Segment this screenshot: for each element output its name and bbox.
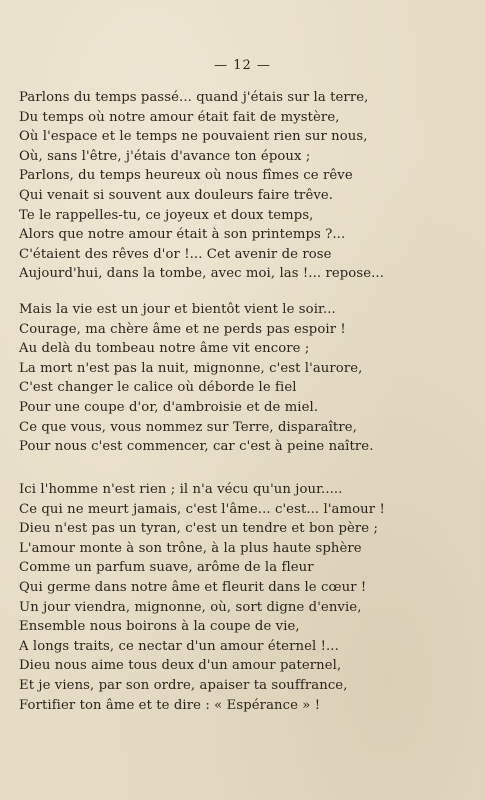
- verse-line: Te le rappelles-tu, ce joyeux et doux temps,: [19, 207, 314, 223]
- verse-line: Pour nous c'est commencer, car c'est à peine naître.: [19, 439, 374, 455]
- verse-line: Un jour viendra, mignonne, où, sort digne d'envie,: [19, 599, 362, 615]
- page-number: — 12 —: [214, 58, 271, 73]
- verse-line: Aujourd'hui, dans la tombe, avec moi, las !... repose...: [19, 266, 384, 282]
- stanza-2: [19, 300, 479, 457]
- verse-line: Où, sans l'être, j'étais d'avance ton époux ;: [19, 148, 311, 164]
- verse-line: C'étaient des rêves d'or !... Cet avenir de rose: [19, 246, 332, 262]
- verse-line: Parlons, du temps heureux où nous fîmes ce rêve: [19, 168, 353, 184]
- verse-line: Où l'espace et le temps ne pouvaient rien sur nous,: [19, 129, 368, 145]
- verse-line: Dieu n'est pas un tyran, c'est un tendre et bon père ;: [19, 521, 379, 537]
- verse-line: Ici l'homme n'est rien ; il n'a vécu qu'un jour.....: [19, 482, 343, 497]
- verse-line: Dieu nous aime tous deux d'un amour paternel,: [19, 658, 342, 674]
- verse-line: Ensemble nous boirons à la coupe de vie,: [19, 619, 300, 635]
- verse-line: Qui venait si souvent aux douleurs faire trêve.: [19, 187, 334, 203]
- verse-line: Au delà du tombeau notre âme vit encore ;: [19, 341, 310, 357]
- verse-line: Du temps où notre amour était fait de mystère,: [19, 109, 340, 125]
- verse-line: Et je viens, par son ordre, apaiser ta souffrance,: [19, 677, 348, 693]
- verse-line: Qui germe dans notre âme et fleurit dans le cœur !: [19, 579, 367, 595]
- verse-line: La mort n'est pas la nuit, mignonne, c'est l'aurore,: [19, 360, 363, 376]
- verse-line: Mais la vie est un jour et bientôt vient le soir...: [19, 302, 336, 317]
- verse-line: Courage, ma chère âme et ne perds pas espoir !: [19, 321, 346, 337]
- verse-line: Ce qui ne meurt jamais, c'est l'âme... c'est... l'amour !: [19, 501, 385, 517]
- verse-line: Comme un parfum suave, arôme de la fleur: [19, 560, 314, 576]
- verse-line: Ce que vous, vous nommez sur Terre, disparaître,: [19, 419, 357, 435]
- stanza-3: [19, 480, 479, 715]
- verse-line: Fortifier ton âme et te dire : « Espérance » !: [19, 697, 321, 713]
- verse-line: A longs traits, ce nectar d'un amour éternel !...: [19, 638, 339, 654]
- verse-line: L'amour monte à son trône, à la plus haute sphère: [19, 540, 362, 556]
- stanza-1: [19, 88, 479, 284]
- verse-line: Parlons du temps passé... quand j'étais sur la terre,: [19, 90, 369, 105]
- verse-line: C'est changer le calice où déborde le fiel: [19, 380, 297, 396]
- verse-line: Pour une coupe d'or, d'ambroisie et de miel.: [19, 399, 319, 415]
- verse-line: Alors que notre amour était à son printemps ?...: [19, 227, 346, 243]
